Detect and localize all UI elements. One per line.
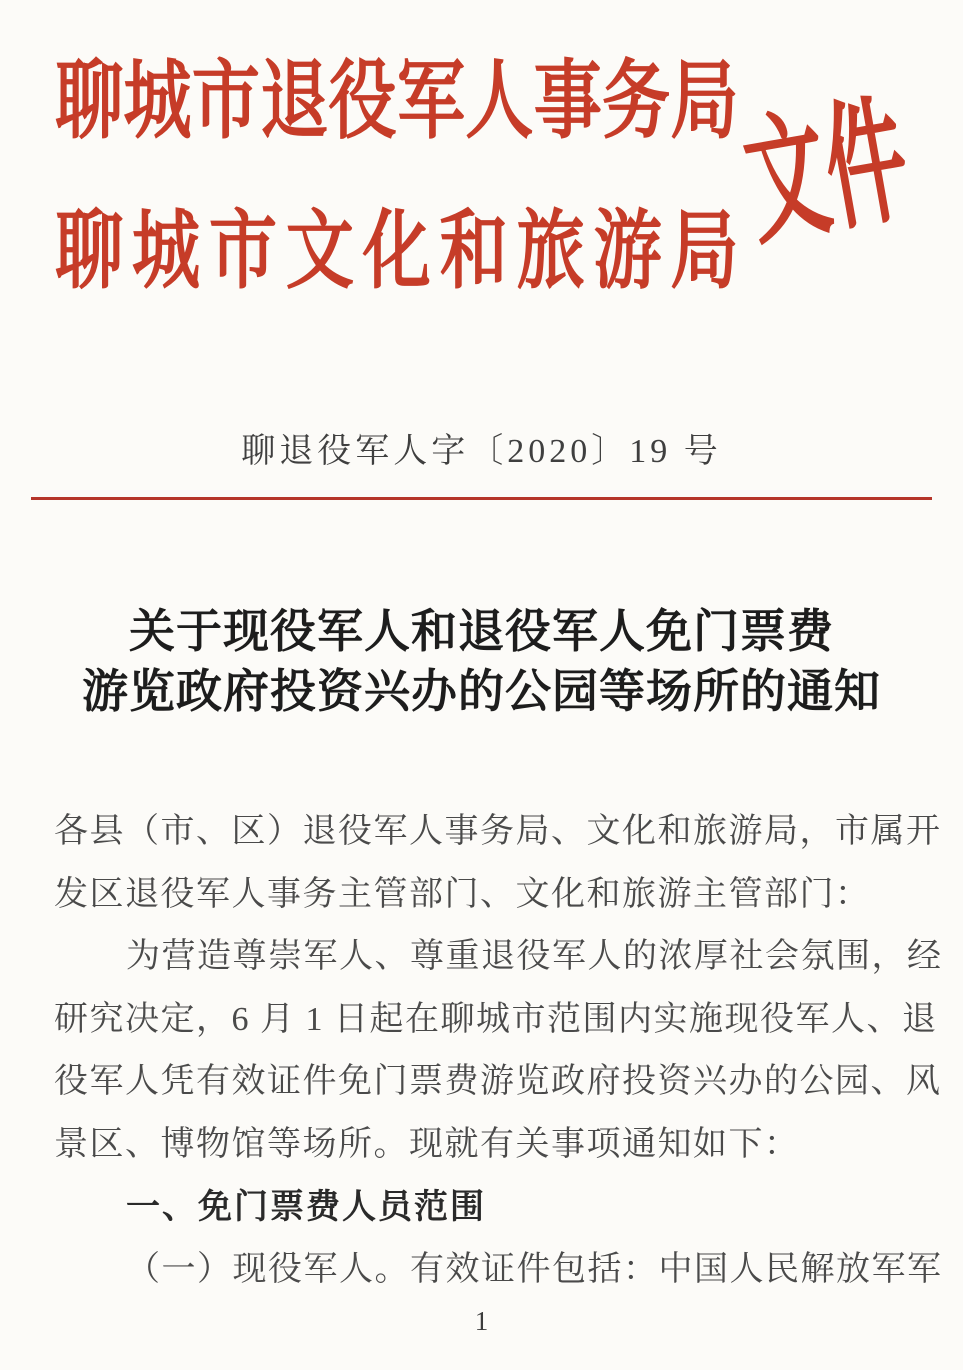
document-body bbox=[54, 801, 943, 1301]
body-salutation-line-1: 各县（市、区）退役军人事务局、文化和旅游局，市属开 bbox=[54, 813, 942, 850]
document-title-line-1: 关于现役军人和退役军人免门票费 bbox=[129, 606, 834, 657]
body-paragraph-line-3: 役军人凭有效证件免门票费游览政府投资兴办的公园、风 bbox=[54, 1063, 942, 1100]
body-paragraph-line-4: 景区、博物馆等场所。现就有关事项通知如下： bbox=[54, 1125, 800, 1163]
document-reference-number: 聊退役军人字〔2020〕19 号 bbox=[241, 433, 722, 470]
body-item-line-1: （一）现役军人。有效证件包括：中国人民解放军军 bbox=[126, 1250, 943, 1288]
red-divider-rule bbox=[31, 497, 932, 500]
body-salutation-line-2: 发区退役军人事务主管部门、文化和旅游主管部门： bbox=[54, 875, 871, 913]
letterhead-agency-name-1: 聊城市退役军人事务局 bbox=[55, 53, 739, 149]
document-title-line-2: 游览政府投资兴办的公园等场所的通知 bbox=[82, 666, 881, 717]
document-title bbox=[0, 602, 963, 722]
body-paragraph-line-1: 为营造尊崇军人、尊重退役军人的浓厚社会氛围，经 bbox=[126, 938, 943, 975]
letterhead-agency-name-2: 聊城市文化和旅游局 bbox=[55, 203, 739, 299]
footer-page-number: 1 bbox=[474, 1306, 489, 1336]
body-paragraph-line-2: 研究决定，6 月 1 日起在聊城市范围内实施现役军人、退 bbox=[54, 1000, 938, 1038]
letterhead-doc-type-label: 文件 bbox=[734, 83, 919, 262]
body-section-heading-1: 一、免门票费人员范围 bbox=[126, 1188, 486, 1226]
